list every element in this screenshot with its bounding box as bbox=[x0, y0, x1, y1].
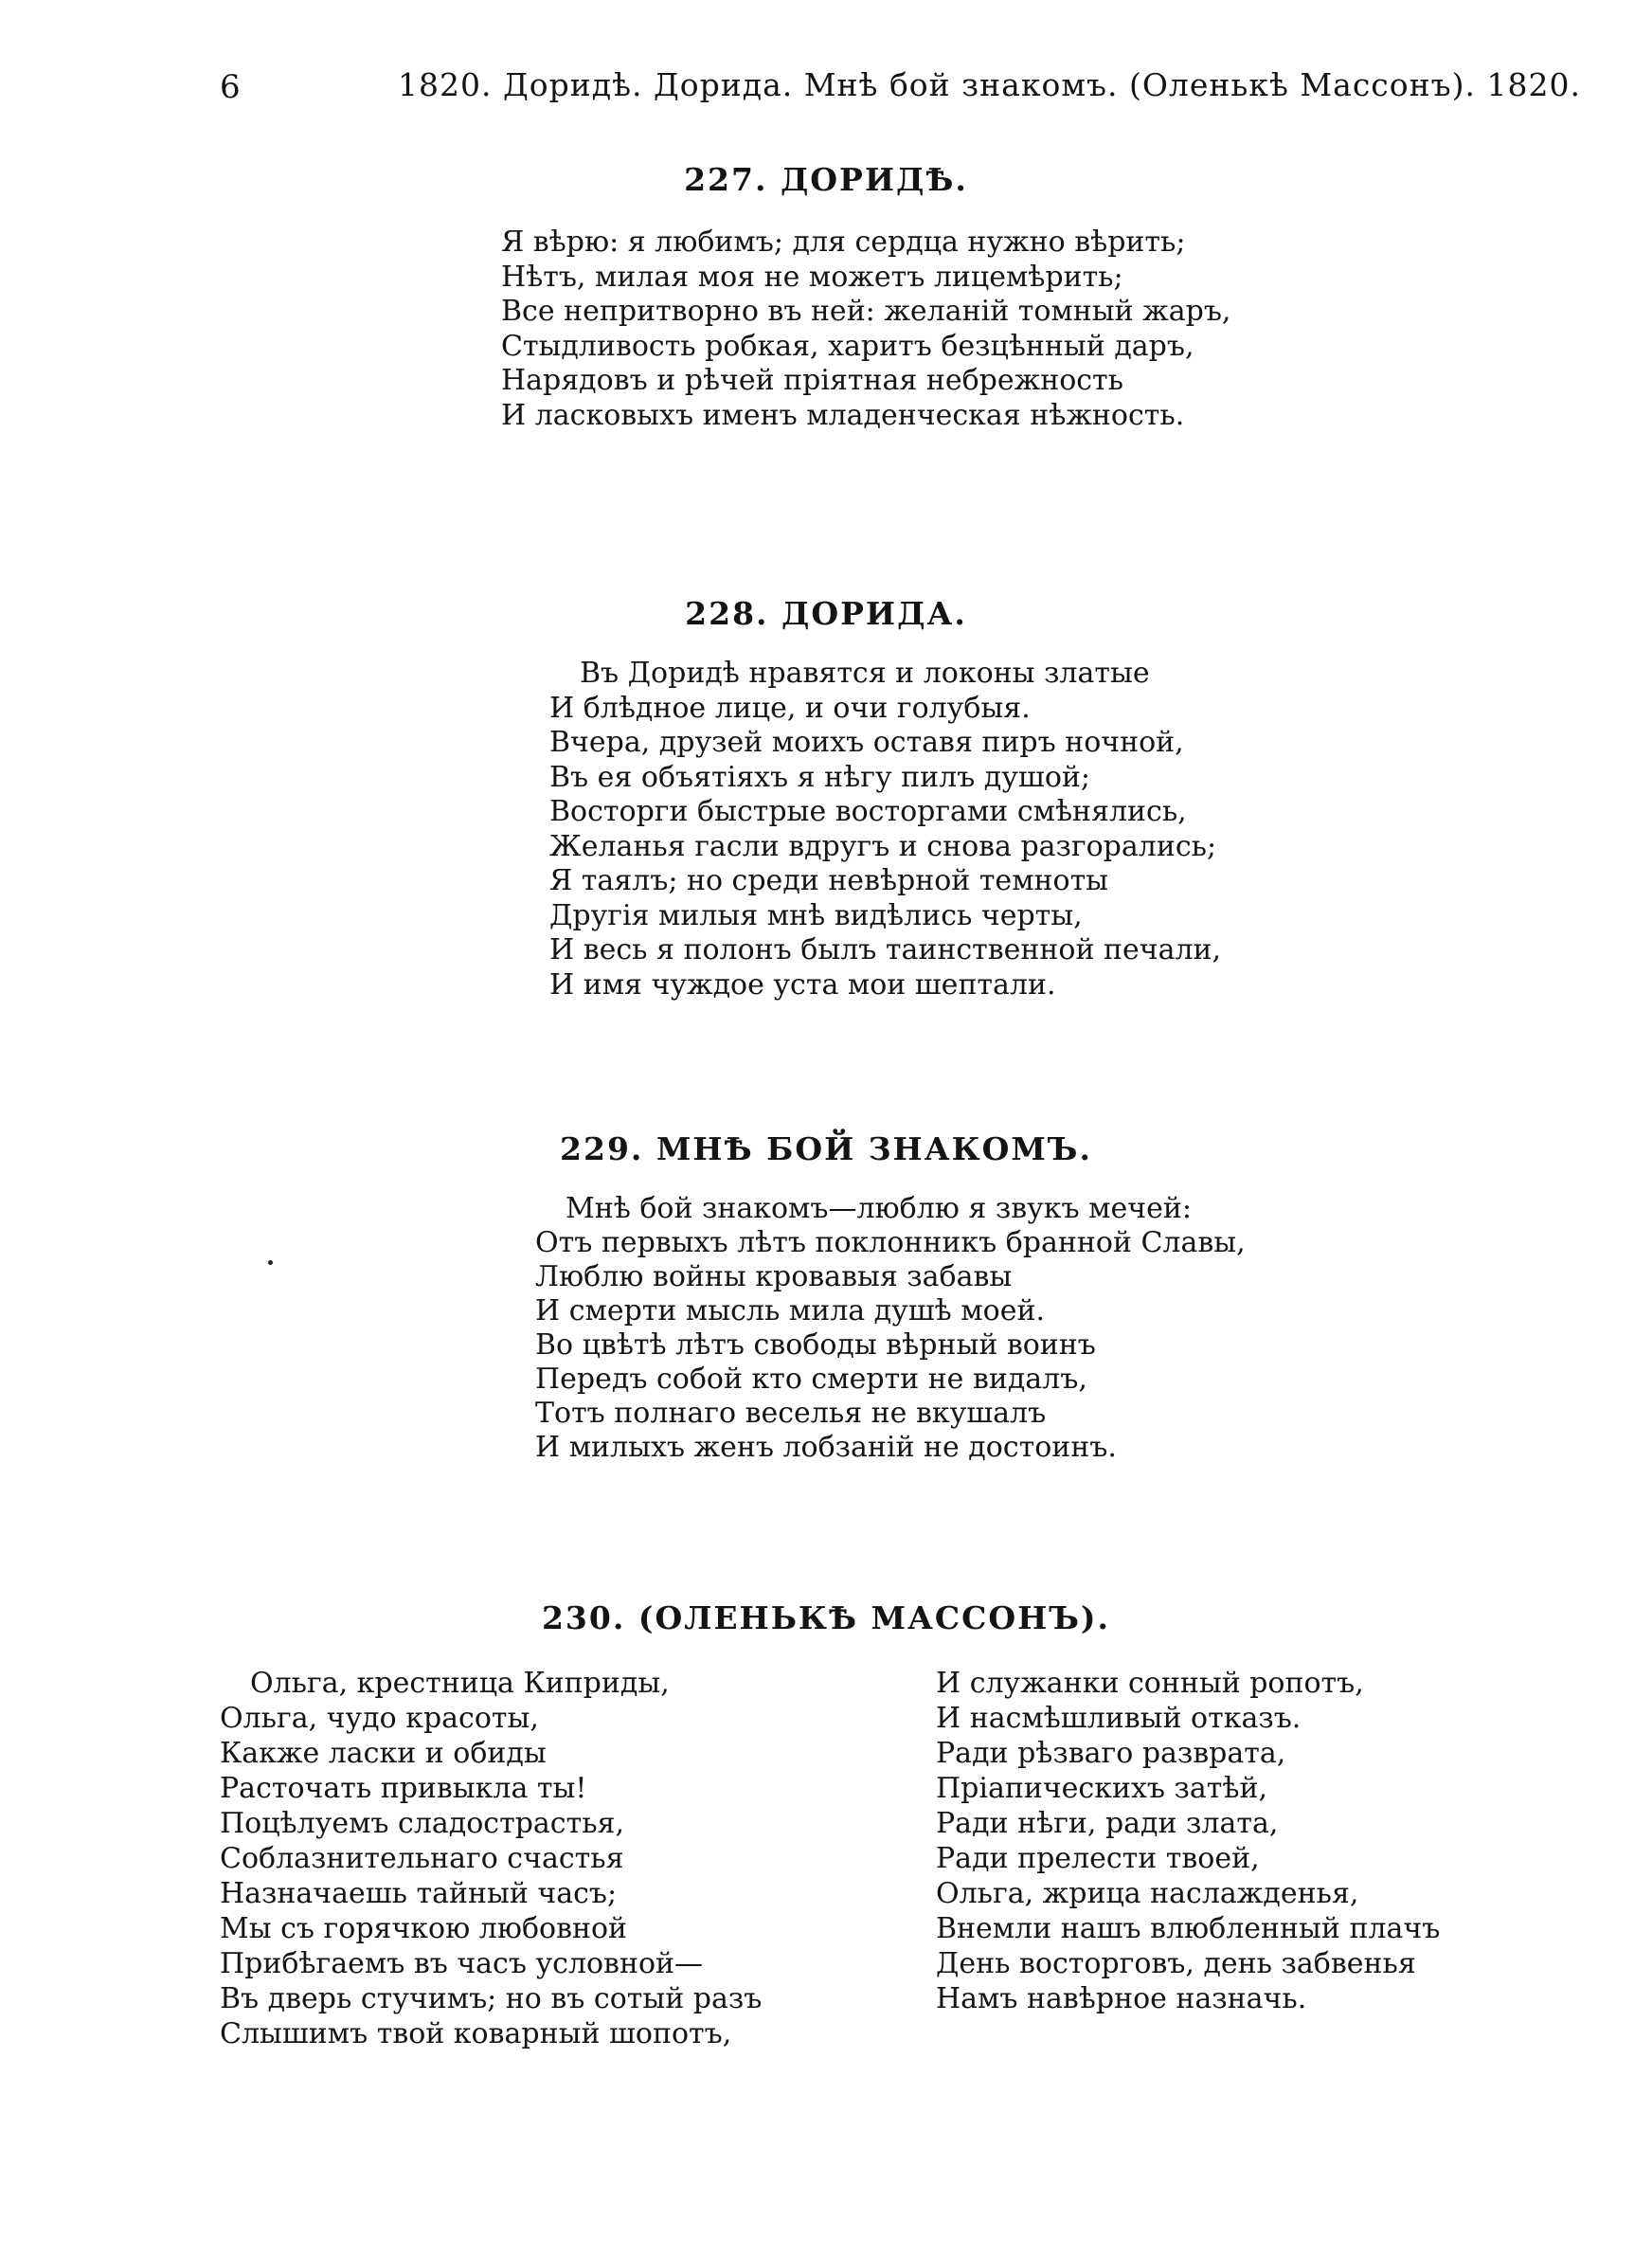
poem-line: Нѣтъ, милая моя не можетъ лицемѣрить; bbox=[501, 260, 1123, 294]
poem-line: Ольга, жрица наслажденья, bbox=[936, 1877, 1359, 1910]
poem-line: Въ дверь стучимъ; но въ сотый разъ bbox=[220, 1982, 763, 2015]
poem-line: И ласковыхъ именъ младенческая нѣжность. bbox=[501, 398, 1185, 432]
poem-line: Мы съ горячкою любовной bbox=[220, 1912, 628, 1945]
page-number: 6 bbox=[220, 68, 241, 106]
poem-227-title: 227. ДОРИДѢ. bbox=[684, 161, 968, 198]
poem-line: И смерти мысль мила душѣ моей. bbox=[535, 1294, 1045, 1327]
poem-line: И блѣдное лице, и очи голубыя. bbox=[549, 691, 1031, 725]
poem-227-text bbox=[501, 226, 1230, 433]
poem-line: Поцѣлуемъ сладострастья, bbox=[220, 1807, 624, 1840]
poem-line: Ольга, крестница Киприды, bbox=[250, 1667, 670, 1700]
poem-line: Въ Доридѣ нравятся и локоны златые bbox=[580, 657, 1150, 690]
poem-line: Тотъ полнаго веселья не вкушалъ bbox=[535, 1397, 1047, 1430]
poem-line: Пріапическихъ затѣй, bbox=[936, 1772, 1267, 1805]
poem-line: Ради нѣги, ради злата, bbox=[936, 1807, 1279, 1840]
poem-line: Отъ первыхъ лѣтъ поклонникъ бранной Славы, bbox=[535, 1226, 1246, 1259]
poem-line: Стыдливость робкая, харитъ безцѣнный даръ, bbox=[501, 329, 1194, 363]
poem-line: Вчера, друзей моихъ оставя пиръ ночной, bbox=[549, 726, 1184, 759]
poem-line: Другія милыя мнѣ видѣлись черты, bbox=[549, 898, 1083, 932]
page-header bbox=[0, 63, 1652, 119]
poem-line: Прибѣгаемъ въ часъ условной— bbox=[220, 1947, 703, 1980]
poem-230-title: 230. (ОЛЕНЬКѢ МАССОНЪ). bbox=[541, 1599, 1111, 1636]
poem-230-column-right bbox=[936, 1666, 1440, 2016]
poem-228-title: 228. ДОРИДА. bbox=[685, 595, 967, 632]
poem-line: И весь я полонъ былъ таинственной печали, bbox=[549, 933, 1222, 966]
poem-line: Какже ласки и обиды bbox=[220, 1737, 547, 1770]
poem-230-column-left bbox=[220, 1666, 762, 2051]
poem-line: Ради рѣзваго разврата, bbox=[936, 1737, 1286, 1770]
poem-line: Люблю войны кровавыя забавы bbox=[535, 1260, 1013, 1293]
poem-line: Во цвѣтѣ лѣтъ свободы вѣрный воинъ bbox=[535, 1328, 1096, 1362]
poem-line: И насмѣшливый отказъ. bbox=[936, 1702, 1302, 1735]
poem-line: Назначаешь тайный часъ; bbox=[220, 1877, 618, 1910]
poem-line: Ольга, чудо красоты, bbox=[220, 1702, 539, 1735]
poem-line: Мнѣ бой знакомъ—люблю я звукъ мечей: bbox=[566, 1192, 1192, 1225]
ink-speck bbox=[268, 1260, 273, 1265]
poem-line: День восторговъ, день забвенья bbox=[936, 1947, 1416, 1980]
poem-line: Я таялъ; но среди невѣрной темноты bbox=[549, 864, 1109, 897]
poem-line: Ради прелести твоей, bbox=[936, 1842, 1260, 1875]
poem-line: Намъ навѣрное назначь. bbox=[936, 1982, 1307, 2015]
poem-line: Передъ собой кто смерти не видалъ, bbox=[535, 1363, 1087, 1396]
poem-line: Восторги быстрые восторгами смѣнялись, bbox=[549, 795, 1187, 828]
poem-228-text bbox=[549, 657, 1221, 1002]
poem-line: Расточать привыкла ты! bbox=[220, 1772, 587, 1805]
poem-line: Соблазнительнаго счастья bbox=[220, 1842, 624, 1875]
poem-line: И служанки сонный ропотъ, bbox=[936, 1667, 1364, 1700]
running-head: 1820. Доридѣ. Дорида. Мнѣ бой знакомъ. (Оленькѣ Массонъ). 1820. bbox=[398, 66, 1581, 103]
poem-line: И милыхъ женъ лобзаній не достоинъ. bbox=[535, 1431, 1117, 1464]
poem-line: Нарядовъ и рѣчей пріятная небрежность bbox=[501, 364, 1123, 397]
poem-line: Внемли нашъ влюбленный плачъ bbox=[936, 1912, 1441, 1945]
poem-line: И имя чуждое уста мои шептали. bbox=[549, 967, 1056, 1002]
poem-line: Все непритворно въ ней: желаній томный жаръ, bbox=[501, 295, 1231, 328]
poem-line: Слышимъ твой коварный шопотъ, bbox=[220, 2017, 732, 2050]
poem-line: Въ ея объятіяхъ я нѣгу пилъ душой; bbox=[549, 760, 1090, 794]
poem-line: Желанья гасли вдругъ и снова разгорались; bbox=[549, 829, 1217, 863]
poem-229-title: 229. МНѢ БОЙ ЗНАКОМЪ. bbox=[560, 1130, 1092, 1167]
poem-line: Я вѣрю: я любимъ; для сердца нужно вѣрить; bbox=[501, 226, 1186, 259]
poem-229-text bbox=[535, 1192, 1246, 1465]
